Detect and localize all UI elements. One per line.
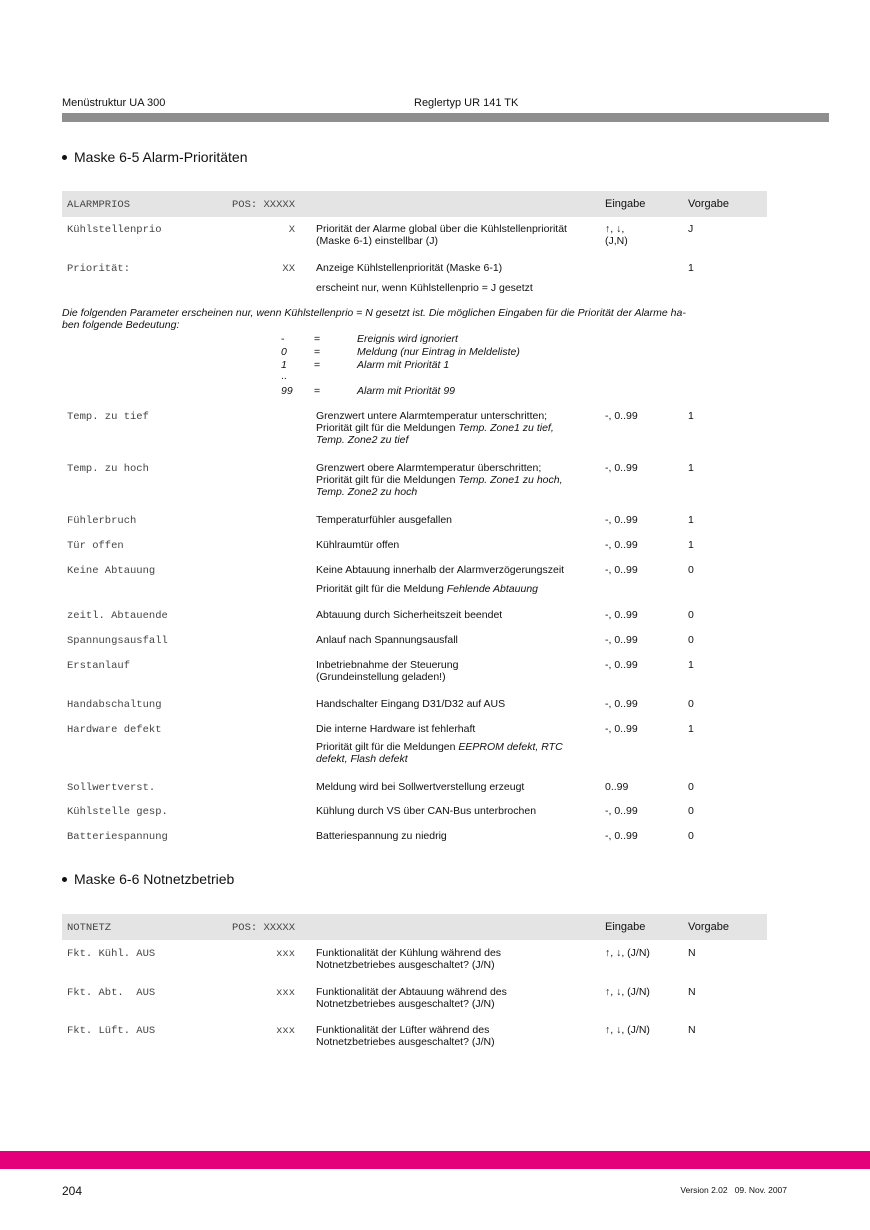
param-batteriespannung-eingabe: -, 0..99 — [605, 830, 638, 842]
param-erstanlauf-vorgabe: 1 — [688, 659, 694, 671]
param-spannungsausfall-eingabe: -, 0..99 — [605, 634, 638, 646]
param-hardware-defekt: Hardware defekt — [67, 724, 162, 736]
note-line: Die folgenden Parameter erscheinen nur, wenn Kühlstellenprio = N gesetzt ist. Die möglichen Eingaben für die Priorität der Alarme ha- — [62, 307, 686, 319]
version-info: Version 2.02 09. Nov. 2007 — [680, 1185, 787, 1195]
param-kuehlstelle-gesp: Kühlstelle gesp. — [67, 806, 168, 818]
param-prioritaet: Priorität: — [67, 263, 131, 275]
legend-text: Ereignis wird ignoriert — [357, 333, 458, 345]
header-controller-type: Reglertyp UR 141 TK — [414, 97, 519, 109]
param-kuehlstellenprio-vorgabe: J — [688, 223, 694, 235]
desc-text: Priorität gilt für die Meldung — [316, 583, 447, 595]
legend-key: 1 — [281, 359, 287, 371]
desc-line — [316, 422, 601, 434]
desc-line — [316, 486, 601, 498]
param-erstanlauf-desc — [316, 659, 601, 683]
param-fkt-kuehl-aus: Fkt. Kühl. AUS — [67, 948, 156, 960]
param-sollwertverst-desc: Meldung wird bei Sollwertverstellung erzeugt — [316, 781, 525, 793]
param-hardware-defekt-vorgabe: 1 — [688, 723, 694, 735]
param-handabschaltung: Handabschaltung — [67, 699, 162, 711]
param-handabschaltung-vorgabe: 0 — [688, 698, 694, 710]
param-fkt-lueft-aus-desc — [316, 1024, 601, 1048]
legend-text: Alarm mit Priorität 99 — [357, 385, 456, 397]
desc-line: (Maske 6-1) einstellbar (J) — [316, 235, 438, 247]
param-erstanlauf-eingabe: -, 0..99 — [605, 659, 638, 671]
note-paragraph — [62, 307, 762, 331]
param-kuehlstelle-gesp-desc: Kühlung durch VS über CAN-Bus unterbrochen — [316, 805, 537, 817]
legend-text: Meldung (nur Eintrag in Meldeliste) — [357, 346, 520, 358]
desc-text: Priorität gilt für die Meldungen — [316, 474, 459, 486]
param-fkt-abt-aus-eingabe: ↑, ↓, (J/N) — [605, 986, 650, 998]
table-header-name: ALARMPRIOS — [67, 199, 131, 211]
param-zeitl-abtauende-desc: Abtauung durch Sicherheitszeit beendet — [316, 609, 503, 621]
param-kuehlstellenprio-eingabe — [605, 223, 628, 247]
param-keine-abtauung-desc2 — [316, 583, 601, 595]
desc-line: Notnetzbetriebes ausgeschaltet? (J/N) — [316, 1036, 495, 1048]
table-header-name: NOTNETZ — [67, 922, 112, 934]
bullet-icon — [62, 155, 67, 160]
legend-key: 0 — [281, 346, 287, 358]
legend-eq: = — [314, 333, 321, 345]
table-header-eingabe: Eingabe — [605, 921, 646, 933]
desc-line: Inbetriebnahme der Steuerung — [316, 659, 459, 671]
param-prioritaet-desc2: erscheint nur, wenn Kühlstellenprio = J gesetzt — [316, 282, 533, 294]
param-spannungsausfall-desc: Anlauf nach Spannungsausfall — [316, 634, 458, 646]
param-fkt-kuehl-aus-value: xxx — [276, 948, 295, 960]
param-keine-abtauung: Keine Abtauung — [67, 565, 156, 577]
param-erstanlauf: Erstanlauf — [67, 660, 131, 672]
param-prioritaet-desc1: Anzeige Kühlstellenpriorität (Maske 6-1) — [316, 262, 503, 274]
desc-line: Priorität der Alarme global über die Kühlstellenpriorität — [316, 223, 567, 235]
desc-line — [316, 474, 601, 486]
legend-key: 99 — [281, 385, 293, 397]
param-kuehlstelle-gesp-eingabe: -, 0..99 — [605, 805, 638, 817]
table-header-notnetz — [62, 914, 767, 940]
param-fkt-kuehl-aus-eingabe: ↑, ↓, (J/N) — [605, 947, 650, 959]
header-doc-title: Menüstruktur UA 300 — [62, 97, 166, 109]
table-header-alarmprios — [62, 191, 767, 217]
param-keine-abtauung-vorgabe: 0 — [688, 564, 694, 576]
param-zeitl-abtauende: zeitl. Abtauende — [67, 610, 168, 622]
desc-italic: Temp. Zone1 zu hoch, — [458, 474, 563, 486]
desc-italic: EEPROM defekt, RTC — [458, 741, 563, 753]
param-prioritaet-value: XX — [282, 263, 295, 275]
section-title-text: Maske 6-5 Alarm-Prioritäten — [74, 149, 248, 165]
param-temp-zu-hoch-eingabe: -, 0..99 — [605, 462, 638, 474]
table-header-vorgabe: Vorgabe — [688, 198, 729, 210]
param-batteriespannung-desc: Batteriespannung zu niedrig — [316, 830, 447, 842]
desc-line: Funktionalität der Abtauung während des — [316, 986, 507, 998]
param-keine-abtauung-desc1: Keine Abtauung innerhalb der Alarmverzögerungszeit — [316, 564, 565, 576]
param-fuehlerbruch-eingabe: -, 0..99 — [605, 514, 638, 526]
param-fkt-kuehl-aus-vorgabe: N — [688, 947, 696, 959]
desc-italic: Fehlende Abtauung — [446, 583, 539, 595]
param-zeitl-abtauende-eingabe: -, 0..99 — [605, 609, 638, 621]
param-fkt-lueft-aus: Fkt. Lüft. AUS — [67, 1025, 156, 1037]
desc-line — [316, 434, 601, 446]
desc-line: Notnetzbetriebes ausgeschaltet? (J/N) — [316, 998, 495, 1010]
param-tuer-offen-desc: Kühlraumtür offen — [316, 539, 400, 551]
param-temp-zu-hoch: Temp. zu hoch — [67, 463, 149, 475]
param-temp-zu-hoch-desc — [316, 462, 601, 498]
param-temp-zu-hoch-vorgabe: 1 — [688, 462, 694, 474]
table-header-pos: POS: XXXXX — [231, 199, 295, 211]
param-sollwertverst-vorgabe: 0 — [688, 781, 694, 793]
desc-italic: Temp. Zone2 zu hoch — [316, 486, 418, 498]
param-hardware-defekt-desc2 — [316, 741, 601, 765]
desc-italic: defekt, Flash defekt — [316, 753, 408, 765]
legend-eq: = — [314, 359, 321, 371]
section-title-alarm-priorities — [62, 149, 248, 165]
param-kuehlstellenprio-value: X — [288, 224, 295, 236]
param-fkt-abt-aus: Fkt. Abt. AUS — [67, 987, 156, 999]
param-fkt-kuehl-aus-desc — [316, 947, 601, 971]
footer-accent-bar — [0, 1151, 870, 1169]
desc-line: Notnetzbetriebes ausgeschaltet? (J/N) — [316, 959, 495, 971]
section-title-text: Maske 6-6 Notnetzbetrieb — [74, 871, 235, 887]
param-temp-zu-tief-eingabe: -, 0..99 — [605, 410, 638, 422]
desc-line — [316, 741, 601, 753]
param-handabschaltung-desc: Handschalter Eingang D31/D32 auf AUS — [316, 698, 506, 710]
param-sollwertverst-eingabe: 0..99 — [605, 781, 629, 793]
desc-italic: Temp. Zone1 zu tief, — [458, 422, 554, 434]
legend-eq: = — [314, 346, 321, 358]
param-fkt-lueft-aus-value: xxx — [276, 1025, 295, 1037]
param-fkt-lueft-aus-eingabe: ↑, ↓, (J/N) — [605, 1024, 650, 1036]
section-title-notnetzbetrieb — [62, 871, 234, 887]
legend-key: - — [281, 333, 285, 345]
param-tuer-offen-eingabe: -, 0..99 — [605, 539, 638, 551]
param-fuehlerbruch: Fühlerbruch — [67, 515, 137, 527]
param-temp-zu-tief-desc — [316, 410, 601, 446]
legend-eq: = — [314, 385, 321, 397]
param-temp-zu-tief-vorgabe: 1 — [688, 410, 694, 422]
param-spannungsausfall: Spannungsausfall — [67, 635, 168, 647]
param-batteriespannung-vorgabe: 0 — [688, 830, 694, 842]
legend-text: Alarm mit Priorität 1 — [357, 359, 450, 371]
eingabe-options: (J,N) — [605, 235, 628, 247]
param-spannungsausfall-vorgabe: 0 — [688, 634, 694, 646]
page-number: 204 — [62, 1184, 83, 1198]
desc-text: Priorität gilt für die Meldungen — [316, 741, 459, 753]
table-header-eingabe: Eingabe — [605, 198, 646, 210]
param-kuehlstelle-gesp-vorgabe: 0 — [688, 805, 694, 817]
param-temp-zu-tief: Temp. zu tief — [67, 411, 149, 423]
desc-line: Funktionalität der Kühlung während des — [316, 947, 502, 959]
desc-italic: Temp. Zone2 zu tief — [316, 434, 409, 446]
table-header-pos: POS: XXXXX — [231, 922, 295, 934]
desc-line: Funktionalität der Lüfter während des — [316, 1024, 490, 1036]
header-rule — [62, 113, 829, 122]
legend-key: .. — [281, 370, 287, 382]
param-batteriespannung: Batteriespannung — [67, 831, 168, 843]
eingabe-arrows: ↑, ↓, — [605, 223, 625, 235]
desc-line — [316, 753, 601, 765]
param-prioritaet-vorgabe: 1 — [688, 262, 694, 274]
param-fuehlerbruch-desc: Temperaturfühler ausgefallen — [316, 514, 452, 526]
param-tuer-offen-vorgabe: 1 — [688, 539, 694, 551]
param-handabschaltung-eingabe: -, 0..99 — [605, 698, 638, 710]
param-kuehlstellenprio-desc — [316, 223, 601, 247]
param-keine-abtauung-eingabe: -, 0..99 — [605, 564, 638, 576]
note-line: ben folgende Bedeutung: — [62, 319, 180, 331]
param-fkt-abt-aus-vorgabe: N — [688, 986, 696, 998]
param-fkt-abt-aus-desc — [316, 986, 601, 1010]
param-tuer-offen: Tür offen — [67, 540, 124, 552]
bullet-icon — [62, 877, 67, 882]
param-fkt-lueft-aus-vorgabe: N — [688, 1024, 696, 1036]
param-fkt-abt-aus-value: xxx — [276, 987, 295, 999]
param-kuehlstellenprio: Kühlstellenprio — [67, 224, 162, 236]
table-header-vorgabe: Vorgabe — [688, 921, 729, 933]
desc-line: (Grundeinstellung geladen!) — [316, 671, 446, 683]
desc-line: Grenzwert obere Alarmtemperatur überschritten; — [316, 462, 542, 474]
param-hardware-defekt-desc1: Die interne Hardware ist fehlerhaft — [316, 723, 476, 735]
desc-text: Priorität gilt für die Meldungen — [316, 422, 459, 434]
param-fuehlerbruch-vorgabe: 1 — [688, 514, 694, 526]
param-hardware-defekt-eingabe: -, 0..99 — [605, 723, 638, 735]
desc-line: Grenzwert untere Alarmtemperatur unterschritten; — [316, 410, 548, 422]
param-zeitl-abtauende-vorgabe: 0 — [688, 609, 694, 621]
param-sollwertverst: Sollwertverst. — [67, 782, 156, 794]
